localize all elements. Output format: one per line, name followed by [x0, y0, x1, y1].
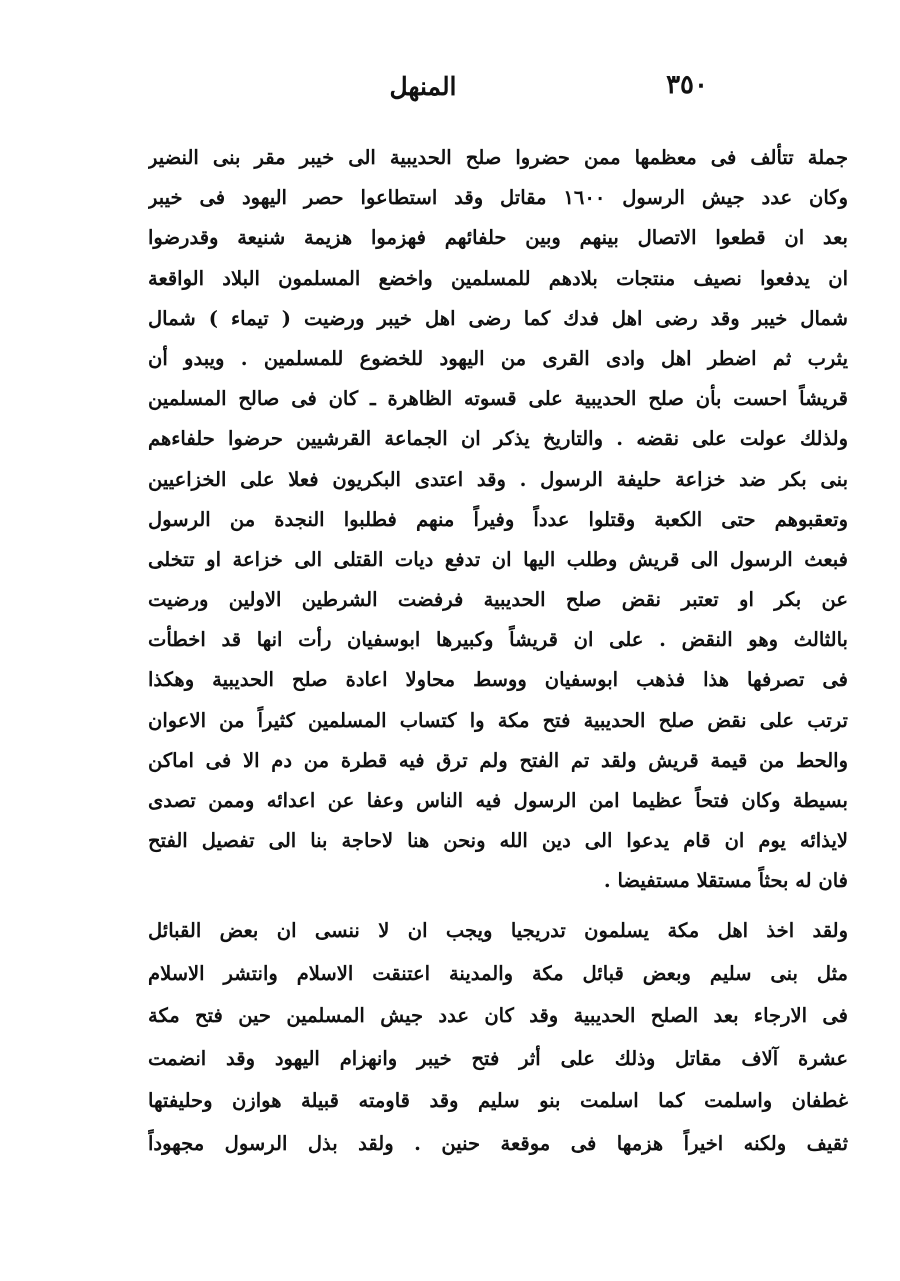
text-line: عشرة آلاف مقاتل وذلك على أثر فتح خيبر وانهزام اليهود وقد انضمت	[148, 1046, 848, 1070]
paragraph-2	[148, 910, 848, 1165]
text-line: ثقيف ولكنه اخيراً هزمها فى موقعة حنين . ولقد بذل الرسول مجهوداً	[148, 1131, 848, 1155]
text-line: فى تصرفها هذا فذهب ابوسفيان ووسط محاولا اعادة صلح الحديبية وهكذا	[148, 668, 848, 692]
text-line: قريشاً احست بأن صلح الحديبية على قسوته الظاهرة ـ كان فى صالح المسلمين	[148, 387, 848, 411]
text-line: بنى بكر ضد خزاعة حليفة الرسول . وقد اعتدى البكريون فعلا على الخزاعيين	[148, 467, 848, 491]
text-line: شمال خيبر وقد رضى اهل فدك كما رضى اهل خيبر ورضيت ( تيماء ) شمال	[148, 306, 848, 330]
paragraph-1	[148, 138, 848, 902]
running-title: المنهل	[389, 72, 457, 101]
text-line: عن بكر او تعتبر نقض صلح الحديبية فرفضت الشرطين الاولين ورضيت	[148, 588, 848, 612]
text-line: بالثالث وهو النقض . على ان قريشاً وكبيرها ابوسفيان رأت انها قد اخطأت	[148, 628, 848, 652]
text-line: بعد ان قطعوا الاتصال بينهم وبين حلفائهم فهزموا هزيمة شنيعة وقدرضوا	[148, 226, 848, 250]
page-header	[148, 66, 708, 110]
page-number: ٣٥٠	[666, 70, 708, 100]
text-line: ان يدفعوا نصيف منتجات بلادهم للمسلمين واخضع المسلمون البلاد الواقعة	[148, 266, 848, 290]
text-line: ترتب على نقض صلح الحديبية فتح مكة وا كتساب المسلمين كثيراً من الاعوان	[148, 708, 848, 732]
text-line: وتعقبوهم حتى الكعبة وقتلوا عدداً وفيراً منهم فطلبوا النجدة من الرسول	[148, 507, 848, 531]
text-line: مثل بنى سليم وبعض قبائل مكة والمدينة اعتنقت الاسلام وانتشر الاسلام	[148, 961, 848, 985]
text-line: يثرب ثم اضطر اهل وادى القرى من اليهود للخضوع للمسلمين . ويبدو أن	[148, 346, 848, 370]
text-line: فان له بحثاً مستقلا مستفيضا .	[603, 869, 848, 893]
text-line: لايذائه يوم ان قام يدعوا الى دين الله ونحن هنا لاحاجة بنا الى تفصيل الفتح	[148, 829, 848, 853]
text-line: غطفان واسلمت كما اسلمت بنو سليم وقد قاومته قبيلة هوازن وحليفتها	[148, 1089, 848, 1112]
text-line: فبعث الرسول الى قريش وطلب اليها ان تدفع ديات القتلى الى خزاعة او تتخلى	[148, 547, 848, 571]
text-line: ولقد اخذ اهل مكة يسلمون تدريجيا ويجب ان لا ننسى ان بعض القبائل	[148, 919, 848, 942]
text-line: فى الارجاء بعد الصلح الحديبية وقد كان عدد جيش المسلمين حين فتح مكة	[148, 1004, 848, 1027]
text-line: وكان عدد جيش الرسول ١٦٠٠ مقاتل وقد استطاعوا حصر اليهود فى خيبر	[148, 186, 848, 210]
text-line: والحط من قيمة قريش ولقد تم الفتح ولم ترق فيه قطرة من دم الا فى اماكن	[148, 748, 848, 772]
text-line: جملة تتألف فى معظمها ممن حضروا صلح الحديبية الى خيبر مقر بنى النضير	[148, 146, 848, 169]
text-line: ولذلك عولت على نقضه . والتاريخ يذكر ان الجماعة القرشيين حرضوا حلفاءهم	[148, 427, 848, 451]
text-line: بسيطة وكان فتحاً عظيما امن الرسول فيه الناس وعفا عن اعدائه وممن تصدى	[148, 789, 848, 812]
